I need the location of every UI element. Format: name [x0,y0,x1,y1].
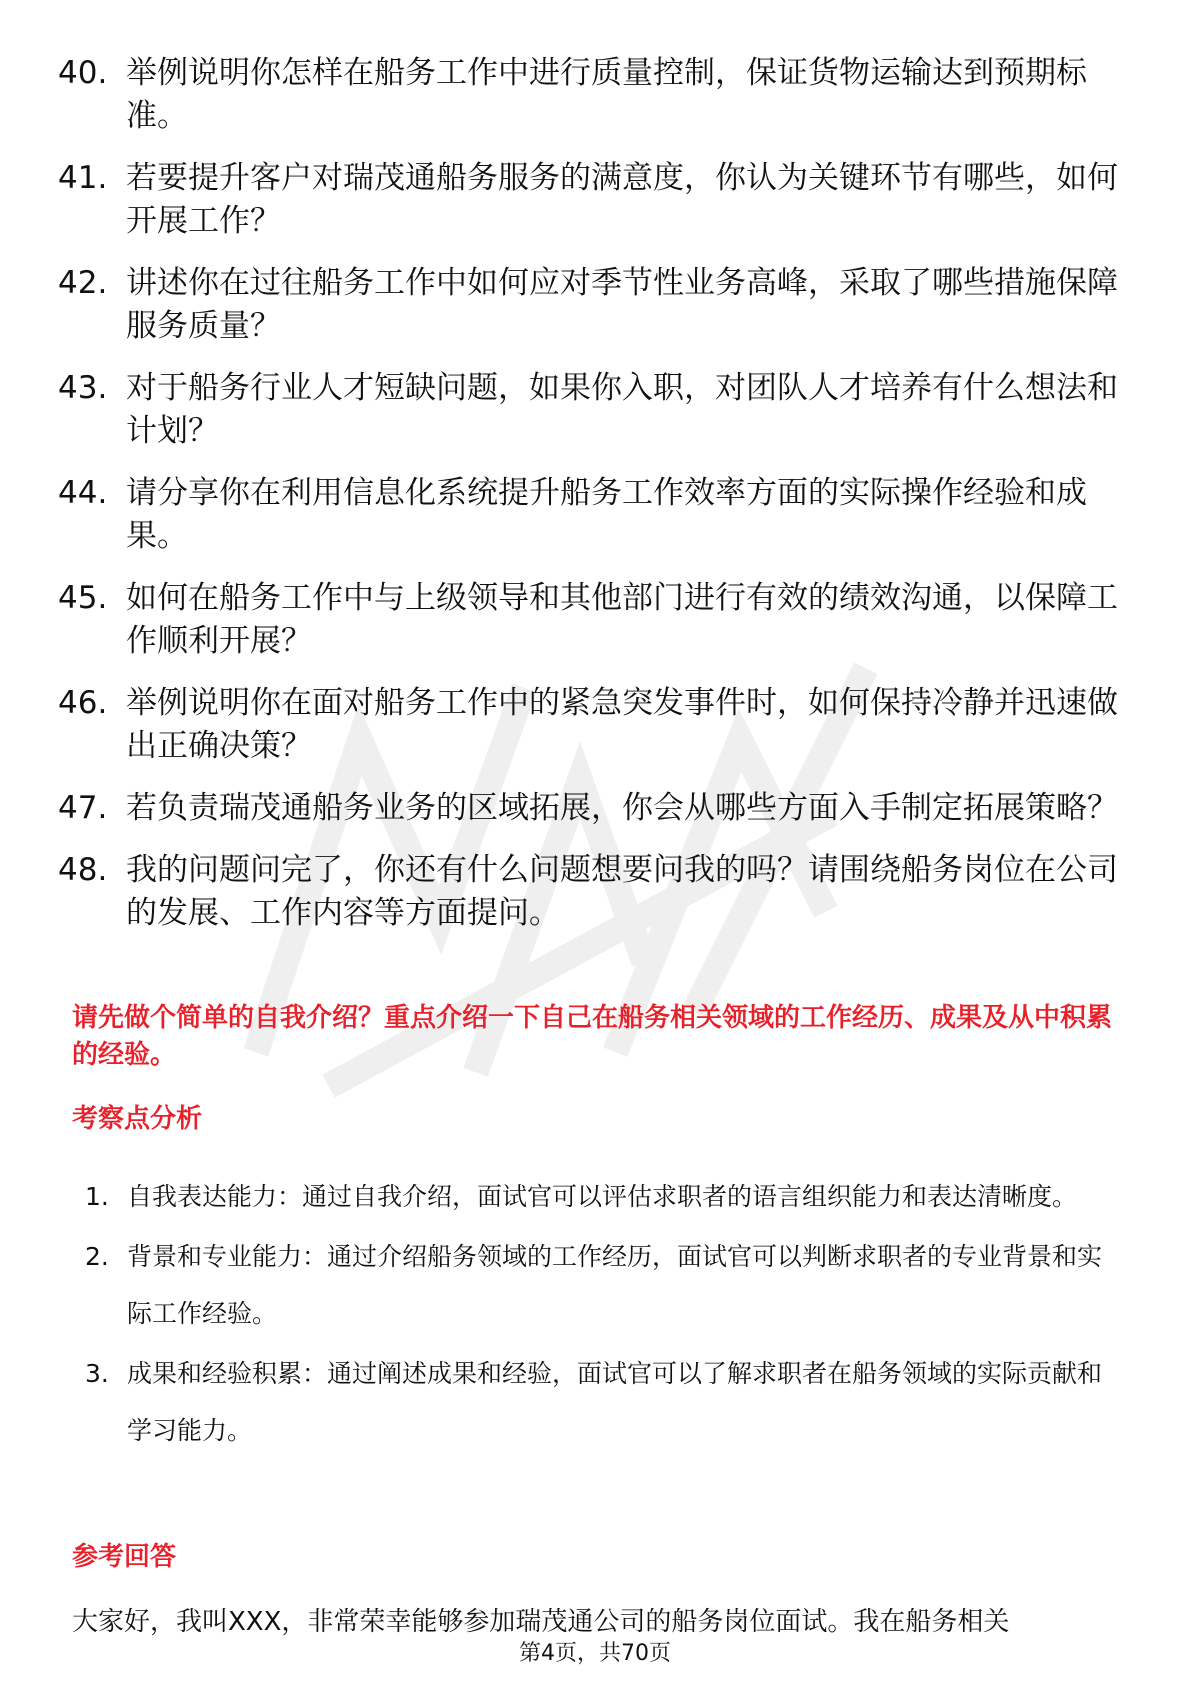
question-number: 44. [58,475,108,511]
question-number: 46. [58,685,108,721]
question-number: 41. [58,160,108,196]
question-number: 45. [58,580,108,616]
question-item [58,262,1118,348]
point-number: 2. [85,1242,109,1271]
question-item [58,682,1118,768]
point-number: 1. [85,1182,109,1211]
point-text: 背景和专业能力：通过介绍船务领域的工作经历，面试官可以判断求职者的专业背景和实际工作经验。 [127,1242,1103,1328]
question-item [58,157,1118,243]
question-number: 42. [58,265,108,301]
page-footer: 第4页，共70页 [519,1641,671,1666]
question-number: 40. [58,55,108,91]
question-number: 47. [58,790,108,826]
analysis-point [85,1345,1125,1459]
question-text: 讲述你在过往船务工作中如何应对季节性业务高峰，采取了哪些措施保障服务质量？ [126,265,1118,344]
question-item [58,577,1118,663]
answer-text: 大家好，我叫XXX，非常荣幸能够参加瑞茂通公司的船务岗位面试。我在船务相关 [72,1607,1010,1637]
question-item [58,367,1118,453]
question-text: 举例说明你怎样在船务工作中进行质量控制，保证货物运输达到预期标准。 [126,55,1087,134]
analysis-title: 考察点分析 [72,1104,203,1134]
question-item [58,787,1118,830]
point-number: 3. [85,1359,109,1388]
question-text: 举例说明你在面对船务工作中的紧急突发事件时，如何保持冷静并迅速做出正确决策？ [126,685,1118,764]
question-text: 如何在船务工作中与上级领导和其他部门进行有效的绩效沟通，以保障工作顺利开展？ [126,580,1118,659]
question-text: 请分享你在利用信息化系统提升船务工作效率方面的实际操作经验和成果。 [126,475,1087,554]
answer-title: 参考回答 [72,1542,177,1572]
question-item [58,849,1118,935]
highlight-question: 请先做个简单的自我介绍？重点介绍一下自己在船务相关领域的工作经历、成果及从中积累的经验。 [72,1003,1113,1070]
question-number: 48. [58,852,108,888]
analysis-point [85,1168,1125,1225]
question-text: 我的问题问完了，你还有什么问题想要问我的吗？请围绕船务岗位在公司的发展、工作内容等方面提问。 [126,852,1118,931]
question-text: 若负责瑞茂通船务业务的区域拓展，你会从哪些方面入手制定拓展策略？ [126,790,1118,826]
point-text: 自我表达能力：通过自我介绍，面试官可以评估求职者的语言组织能力和表达清晰度。 [127,1182,1078,1211]
analysis-point-list [85,1168,1125,1462]
question-item [58,52,1118,138]
point-text: 成果和经验积累：通过阐述成果和经验，面试官可以了解求职者在船务领域的实际贡献和学习能力。 [127,1359,1103,1445]
question-text: 若要提升客户对瑞茂通船务服务的满意度，你认为关键环节有哪些，如何开展工作？ [126,160,1118,239]
question-number: 43. [58,370,108,406]
question-list [58,52,1118,954]
question-text: 对于船务行业人才短缺问题，如果你入职，对团队人才培养有什么想法和计划？ [126,370,1118,449]
question-item [58,472,1118,558]
analysis-point [85,1228,1125,1342]
